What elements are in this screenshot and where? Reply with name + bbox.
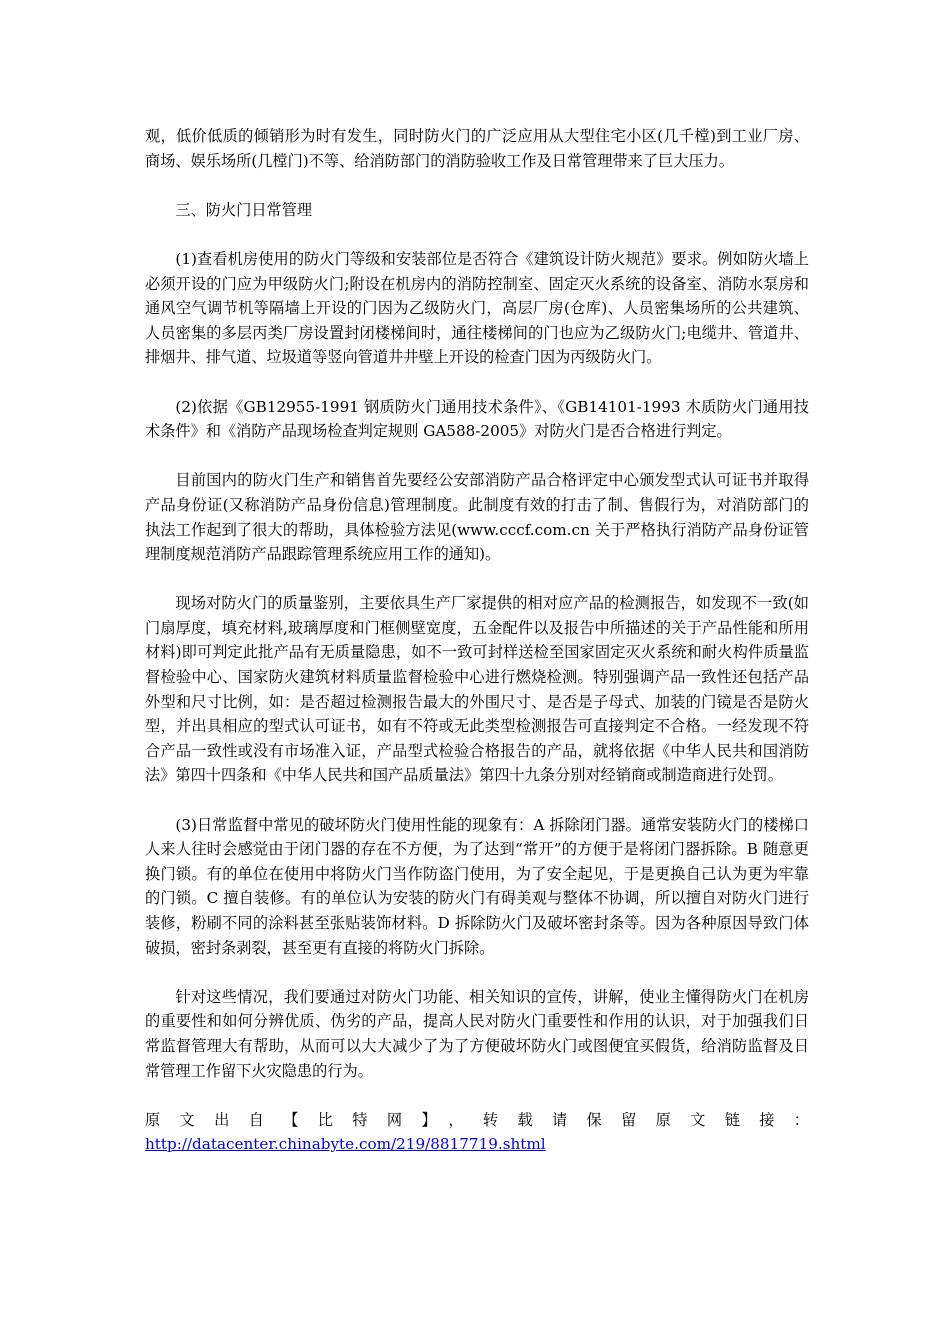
section-heading: 三、防火门日常管理	[175, 200, 313, 219]
paragraph-conclusion: 针对这些情况，我们要通过对防火门功能、相关知识的宣传，讲解，使业主懂得防火门在机房的重要性和如何分辨优质、伪劣的产品，提高人民对防火门重要性和作用的认识，对于加强我们日常监督管理大有帮助，从而可以大大减少了为了方便破坏防火门或图便宜买假货，给消防监督及日常管理工作留下火灾隐患的行为。	[145, 987, 809, 1080]
source-prefix: 原文出自【比特网】，转载请保留原文链接：	[145, 1110, 809, 1129]
document-body	[145, 124, 809, 1182]
source-link[interactable]: http://datacenter.chinabyte.com/219/8817719.shtml	[145, 1135, 546, 1154]
paragraph-item-1: (1)查看机房使用的防火门等级和安装部位是否符合《建筑设计防火规范》要求。例如防火墙上必须开设的门应为甲级防火门;附设在机房内的消防控制室、固定灭火系统的设备室、消防水泵房和通风空气调节机等隔墙上开设的门因为乙级防火门，高层厂房(仓库)、人员密集场所的公共建筑、人员密集的多层丙类厂房设置封闭楼梯间时，通往楼梯间的门也应为乙级防火门;电缆井、管道井、排烟井、排气道、垃圾道等竖向管道井井壁上开设的检查门因为丙级防火门。	[145, 249, 809, 367]
paragraph-quality-check: 现场对防火门的质量鉴别，主要依具生产厂家提供的相对应产品的检测报告，如发现不一致(如门扇厚度，填充材料,玻璃厚度和门框侧壁宽度，五金配件以及报告中所描述的关于产品性能和所用材料)即可判定此批产品有无质量隐患，如不一致可封样送检至国家固定灭火系统和耐火构件质量监督检验中心、国家防火建筑材料质量监督检验中心进行燃烧检测。特别强调产品一致性还包括产品外型和尺寸比例，如：是否超过检测报告最大的外围尺寸、是否是子母式、加装的门镜是否是防火型，并出具相应的型式认可证书，如有不符或无此类型检测报告可直接判定不合格。一经发现不符合产品一致性或没有市场准入证，产品型式检验合格报告的产品，就将依据《中华人民共和国消防法》第四十四条和《中华人民共和国产品质量法》第四十九条分别对经销商或制造商进行处罚。	[145, 594, 809, 785]
paragraph-certification: 目前国内的防火门生产和销售首先要经公安部消防产品合格评定中心颁发型式认可证书并取得产品身份证(又称消防产品身份信息)管理制度。此制度有效的打击了制、售假行为，对消防部门的执法工作起到了很大的帮助，具体检验方法见(www.cccf.com.cn 关于严格执行消防产品身份证管理制度规范消防产品跟踪管理系统应用工作的通知)。	[145, 471, 809, 564]
paragraph-item-2: (2)依据《GB12955-1991 钢质防火门通用技术条件》、《GB14101-1993 木质防火门通用技术条件》和《消防产品现场检查判定规则 GA588-2005》对防火门是否合格进行判定。	[145, 397, 809, 441]
paragraph-item-3: (3)日常监督中常见的破坏防火门使用性能的现象有：A 拆除闭门器。通常安装防火门的楼梯口人来人往时会感觉由于闭门器的存在不方便，为了达到“常开”的方便于是将闭门器拆除。B 随意更换门锁。有的单位在使用中将防火门当作防盗门使用，为了安全起见，于是更换自己认为更为牢靠的门锁。C 擅自装修。有的单位认为安装的防火门有碍美观与整体不协调，所以擅自对防火门进行装修，粉刷不同的涂料甚至张贴装饰材料。D 拆除防火门及破坏密封条等。因为各种原因导致门体破损，密封条剥裂，甚至更有直接的将防火门拆除。	[145, 815, 809, 957]
source-line	[145, 1108, 809, 1157]
paragraph-continuation: 观，低价低质的倾销形为时有发生，同时防火门的广泛应用从大型住宅小区(几千樘)到工业厂房、商场、娱乐场所(几樘门)不等、给消防部门的消防验收工作及日常管理带来了巨大压力。	[145, 127, 809, 170]
